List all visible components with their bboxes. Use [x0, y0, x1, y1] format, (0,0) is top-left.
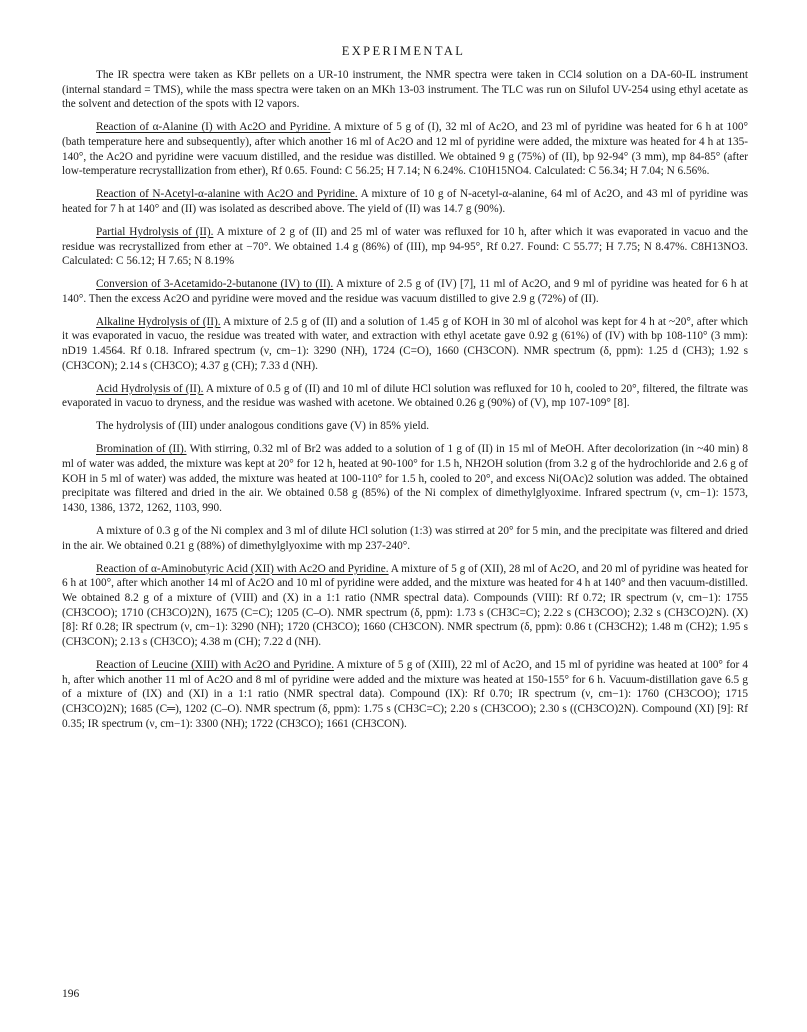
paragraph	[62, 524, 748, 553]
procedure-title: Alkaline Hydrolysis of (II).	[96, 315, 221, 328]
paragraph	[62, 277, 748, 306]
procedure-title: Partial Hydrolysis of (II).	[96, 225, 214, 238]
procedure-title: Reaction of N-Acetyl-α-alanine with Ac2O and Pyridine.	[96, 188, 358, 201]
paragraph	[62, 68, 748, 112]
paragraph	[62, 315, 748, 374]
paragraph-text: A mixture of 5 g of (XIII), 22 ml of Ac2O, and 15 ml of pyridine was heated at 100° for 4 h, after which another 11 ml of Ac2O and 8 ml of pyridine were added and the mixture was heated at 150-155° for 6 h. Vacuum-distillation gave 6.5 g of a mixture of (IX) and (XI) in a 1:1 ratio (NMR spectral data). Compound (IX): Rf 0.70; IR spectrum (ν, cm−1): 1760 (CH3COO); 1715 (CH3CO)2N); 1685 (C═), 1202 (C–O). NMR spectrum (δ, ppm): 1.75 s (CH3C=C); 2.20 s (CH3COO); 2.30 s ((CH3CO)2N). Compound (XI) [9]: Rf 0.35; IR spectrum (ν, cm−1): 3300 (NH); 1722 (CH3CO); 1661 (CH3CON).	[62, 658, 748, 730]
paragraph-text: A mixture of 5 g of (I), 32 ml of Ac2O, and 23 ml of pyridine was heated for 6 h at 100° (bath temperature here and subsequently), after which another 16 ml of Ac2O and 12 ml of pyridine were added, the mixture was heated for 4 h at 135-140°, the Ac2O and pyridine were vacuum distilled, and the residue was distilled. We obtained 9 g (75%) of (II), bp 92-94° (3 mm), mp 84-85° (after low-temperature recrystallization from ether), Rf 0.65. Found: C 56.25; H 7.14; N 6.24%. C10H15NO4. Calculated: C 56.34; H 7.04; N 6.56%.	[62, 121, 748, 178]
paragraph-text: A mixture of 2 g of (II) and 25 ml of water was refluxed for 10 h, after which it was evaporated in vacuo and the residue was recrystallized from ether at −70°. We obtained 1.4 g (86%) of (III), mp 94-95°, Rf 0.27. Found: C 55.77; H 7.75; N 8.47%. C8H13NO3. Calculated: C 56.12; H 7.65; N 8.19%	[62, 225, 748, 268]
procedure-title: Bromination of (II).	[96, 443, 187, 456]
paragraph-text: With stirring, 0.32 ml of Br2 was added to a solution of 1 g of (II) in 15 ml of MeOH. After decolorization (in ~40 min) 8 ml of water was added, the mixture was kept at 20° for 12 h, heated at 90-100° for 1.5 h, NH2OH solution (from 3.2 g of the hydrochloride and 2.6 g of KOH in 5 ml of water) was added, the mixture was heated at 100-110° for 1.5 h, cooled to 20°, and excess Ni(OAc)2 solution was added. The obtained precipitate was filtered and dried in the air. We obtained 0.58 g (85%) of the Ni complex of dimethylglyoxime. Infrared spectrum (ν, cm−1): 1573, 1430, 1386, 1372, 1262, 1103, 990.	[62, 443, 748, 515]
experimental-body	[62, 68, 748, 740]
paragraph	[62, 382, 748, 411]
procedure-title: Conversion of 3-Acetamido-2-butanone (IV) to (II).	[96, 278, 334, 291]
paragraph-text: A mixture of 0.5 g of (II) and 10 ml of dilute HCl solution was refluxed for 10 h, cooled to 20°, filtered, the filtrate was evaporated in vacuo to dryness, and the residue was washed with acetone. We obtained 0.26 g (90%) of (V), mp 107-109° [8].	[62, 382, 748, 410]
paragraph-text: The IR spectra were taken as KBr pellets on a UR-10 instrument, the NMR spectra were taken in CCl4 solution on a DA-60-IL instrument (internal standard = TMS), while the mass spectra were taken on an MKh 13-03 instrument. The TLC was run on Silufol UV-254 using ethyl acetate as the solvent and detection of the spots with I2 vapors.	[62, 69, 748, 111]
paragraph	[62, 658, 748, 732]
paragraph	[62, 419, 748, 434]
paragraph-text: A mixture of 2.5 g of (II) and a solution of 1.45 g of KOH in 30 ml of alcohol was kept for 4 h at ~20°, after which it was evaporated in vacuo, the residue was treated with water, and extraction with ethyl acetate gave 0.92 g (61%) of (IV) with bp 108-110° (3 mm): nD19 1.4564. Rf 0.18. Infrared spectrum (ν, cm−1): 3290 (NH), 1724 (C=O), 1660 (CH3CON). NMR spectrum (δ, ppm): 1.25 d (CH3); 1.92 s (CH3CON); 2.14 s (CH3CO); 4.37 g (CH); 7.33 d (NH).	[62, 315, 748, 372]
paragraph-text: A mixture of 5 g of (XII), 28 ml of Ac2O, and 20 ml of pyridine was heated for 6 h at 100°, after which another 14 ml of Ac2O and 10 ml of pyridine were added, and the mixture was heated for 4 h at 140° and then vacuum-distilled. We obtained 8.2 g of a mixture of (VIII) and (X) in a 1:1 ratio (NMR spectral data). Compounds (VIII): Rf 0.72; IR spectrum (ν, cm−1): 1755 (CH3COO); 1710 (CH3CO)2N), 1675 (C=C); 1205 (C–O). NMR spectrum (δ, ppm): 1.73 s (CH3C=C); 2.22 s (CH3COO); 2.32 s (CH3CO)2N). (X) [8]: Rf 0.28; IR spectrum (ν, cm−1): 3290 (NH); 1720 (CH3CO); 1660 (CH3CON). NMR spectrum (δ, ppm): 0.86 t (CH3CH2); 1.48 m (CH2); 1.95 s (CH3CON); 2.13 s (CH3CO); 4.38 m (CH); 7.22 d (NH).	[62, 562, 748, 649]
paragraph-text: A mixture of 0.3 g of the Ni complex and 3 ml of dilute HCl solution (1:3) was stirred at 20° for 5 min, and the precipitate was filtered and dried in the air. We obtained 0.21 g (88%) of dimethylglyoxime with mp 237-240°.	[62, 524, 748, 552]
paragraph-text: A mixture of 2.5 g of (IV) [7], 11 ml of Ac2O, and 9 ml of pyridine was heated for 6 h at 140°. Then the excess Ac2O and pyridine were moved and the residue was vacuum distilled to give 2.9 g (72%) of (II).	[62, 278, 748, 305]
paragraph-text: A mixture of 10 g of N-acetyl-α-alanine, 64 ml of Ac2O, and 43 ml of pyridine was heated for 7 h at 140° and (II) was isolated as described above. The yield of (II) was 14.7 g (90%).	[62, 188, 748, 215]
paragraph	[62, 120, 748, 179]
section-heading: EXPERIMENTAL	[341, 44, 466, 58]
paragraph	[62, 225, 748, 269]
procedure-title: Reaction of Leucine (XIII) with Ac2O and Pyridine.	[96, 658, 335, 671]
page-number: 196	[62, 988, 80, 1000]
paragraph-text: The hydrolysis of (III) under analogous conditions gave (V) in 85% yield.	[96, 420, 430, 433]
paragraph	[62, 562, 748, 650]
procedure-title: Reaction of α-Alanine (I) with Ac2O and Pyridine.	[96, 121, 331, 134]
procedure-title: Acid Hydrolysis of (II).	[96, 382, 204, 395]
paragraph	[62, 442, 748, 516]
procedure-title: Reaction of α-Aminobutyric Acid (XII) with Ac2O and Pyridine.	[96, 562, 389, 575]
paragraph	[62, 187, 748, 216]
